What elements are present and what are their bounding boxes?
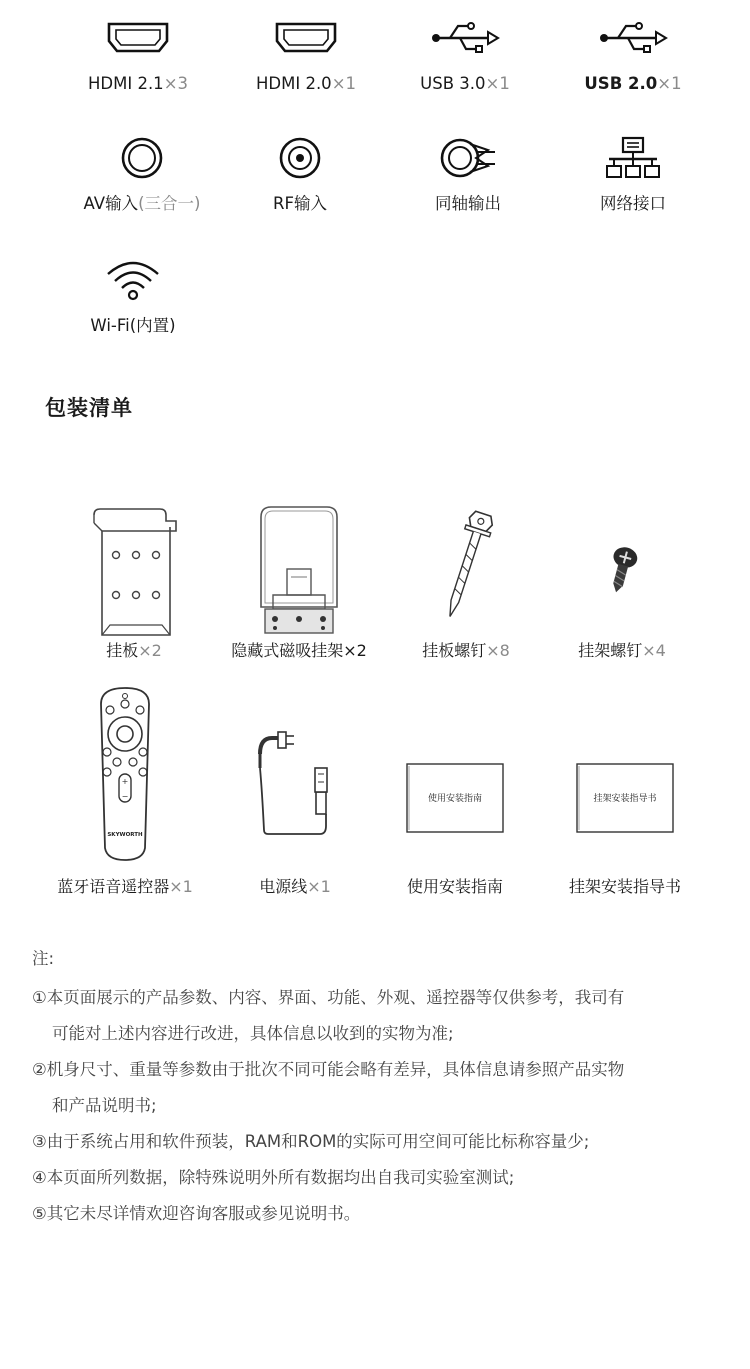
power-cord-image [250, 730, 340, 836]
wall-plate-image [84, 507, 184, 637]
hdmi-icon [106, 20, 170, 56]
user-installation-guide-image [405, 762, 505, 834]
port-name: HDMI 2.0 [255, 74, 332, 93]
item-name: 使用安装指南 [406, 877, 503, 896]
packing-item-wall-plate-screw [376, 472, 556, 662]
port-name: USB 2.0 [584, 74, 658, 93]
note-item: ⑤其它未尽详情欢迎咨询客服或参见说明书。 [32, 1204, 361, 1223]
booklet-title: 挂架安装指导书 [593, 794, 657, 804]
port-name: USB 3.0 [420, 74, 486, 93]
port-network [548, 136, 718, 215]
packing-item-wall-plate [44, 472, 224, 662]
port-name: RF输入 [273, 194, 327, 213]
port-coaxial-output [383, 136, 553, 215]
port-name: HDMI 2.1 [87, 74, 164, 93]
port-av-input [57, 136, 227, 215]
note-item-continued: 和产品说明书; [52, 1096, 157, 1115]
port-qty: ×1 [331, 74, 357, 93]
coaxial-output-icon [438, 136, 498, 180]
port-name: 同轴输出 [435, 194, 501, 213]
booklet-title: 使用安装指南 [427, 794, 483, 804]
port-usb-2-0 [548, 16, 718, 95]
port-hdmi-2-1 [53, 16, 223, 95]
packing-item-user-installation-guide [365, 686, 545, 898]
port-usb-3-0 [380, 16, 550, 95]
port-qty: (三合一) [138, 194, 201, 213]
port-qty: ×3 [163, 74, 189, 93]
bluetooth-voice-remote-image [95, 686, 155, 862]
item-qty: ×1 [169, 877, 193, 896]
rf-input-icon [278, 136, 322, 180]
bracket-installation-guide-image [575, 762, 675, 834]
item-qty: ×4 [642, 641, 666, 660]
packing-item-bracket-installation-guide [535, 686, 715, 898]
svg-text:+: + [121, 777, 129, 786]
hdmi-icon [274, 20, 338, 56]
item-name: 蓝牙语音遥控器 [57, 877, 170, 896]
note-item: ④本页面所列数据，除特殊说明外所有数据均出自我司实验室测试; [32, 1168, 515, 1187]
av-input-icon [120, 136, 164, 180]
usb-icon [430, 20, 500, 56]
port-hdmi-2-0 [221, 16, 391, 95]
packing-item-bracket-screw [532, 472, 712, 662]
note-item: ①本页面展示的产品参数、内容、界面、功能、外观、遥控器等仅供参考，我司有 [32, 988, 625, 1007]
usb-icon [598, 20, 668, 56]
item-name: 挂架安装指导书 [568, 877, 681, 896]
item-name: 电源线 [259, 877, 308, 896]
note-item: ③由于系统占用和软件预装，RAM和ROM的实际可用空间可能比标称容量少; [32, 1132, 590, 1151]
item-name: 挂板 [106, 641, 139, 660]
item-name: 挂板螺钉 [422, 641, 487, 660]
port-name: Wi-Fi(内置) [90, 316, 176, 335]
port-name: AV输入 [83, 194, 139, 213]
item-name: 隐藏式磁吸挂架 [231, 641, 344, 660]
packing-item-power-cord [205, 686, 385, 898]
packing-item-hidden-magnetic-bracket [209, 472, 389, 662]
notes-heading: 注: [32, 949, 55, 968]
packing-list-title: 包装清单 [45, 396, 133, 420]
network-icon [605, 136, 661, 180]
port-qty: ×1 [485, 74, 510, 93]
item-qty: ×2 [343, 641, 367, 660]
wifi-icon [105, 258, 161, 302]
item-qty: ×8 [486, 641, 510, 660]
wall-plate-screw-image [436, 507, 496, 637]
item-qty: ×2 [138, 641, 162, 660]
port-wifi [48, 258, 218, 337]
item-name: 挂架螺钉 [578, 641, 643, 660]
notes-section [32, 948, 732, 1232]
svg-text:−: − [121, 792, 129, 801]
note-item: ②机身尺寸、重量等参数由于批次不同可能会略有差异，具体信息请参照产品实物 [32, 1060, 625, 1079]
note-item-continued: 可能对上述内容进行改进，具体信息以收到的实物为准; [52, 1024, 454, 1043]
hidden-magnetic-bracket-image [251, 497, 347, 637]
item-qty: ×1 [307, 877, 331, 896]
bracket-screw-image [605, 545, 639, 595]
port-rf-input [215, 136, 385, 215]
port-name: 网络接口 [600, 194, 666, 213]
remote-brand-text: SKYWORTH [107, 832, 143, 838]
port-qty: ×1 [657, 74, 682, 93]
packing-item-bluetooth-voice-remote [35, 686, 215, 898]
